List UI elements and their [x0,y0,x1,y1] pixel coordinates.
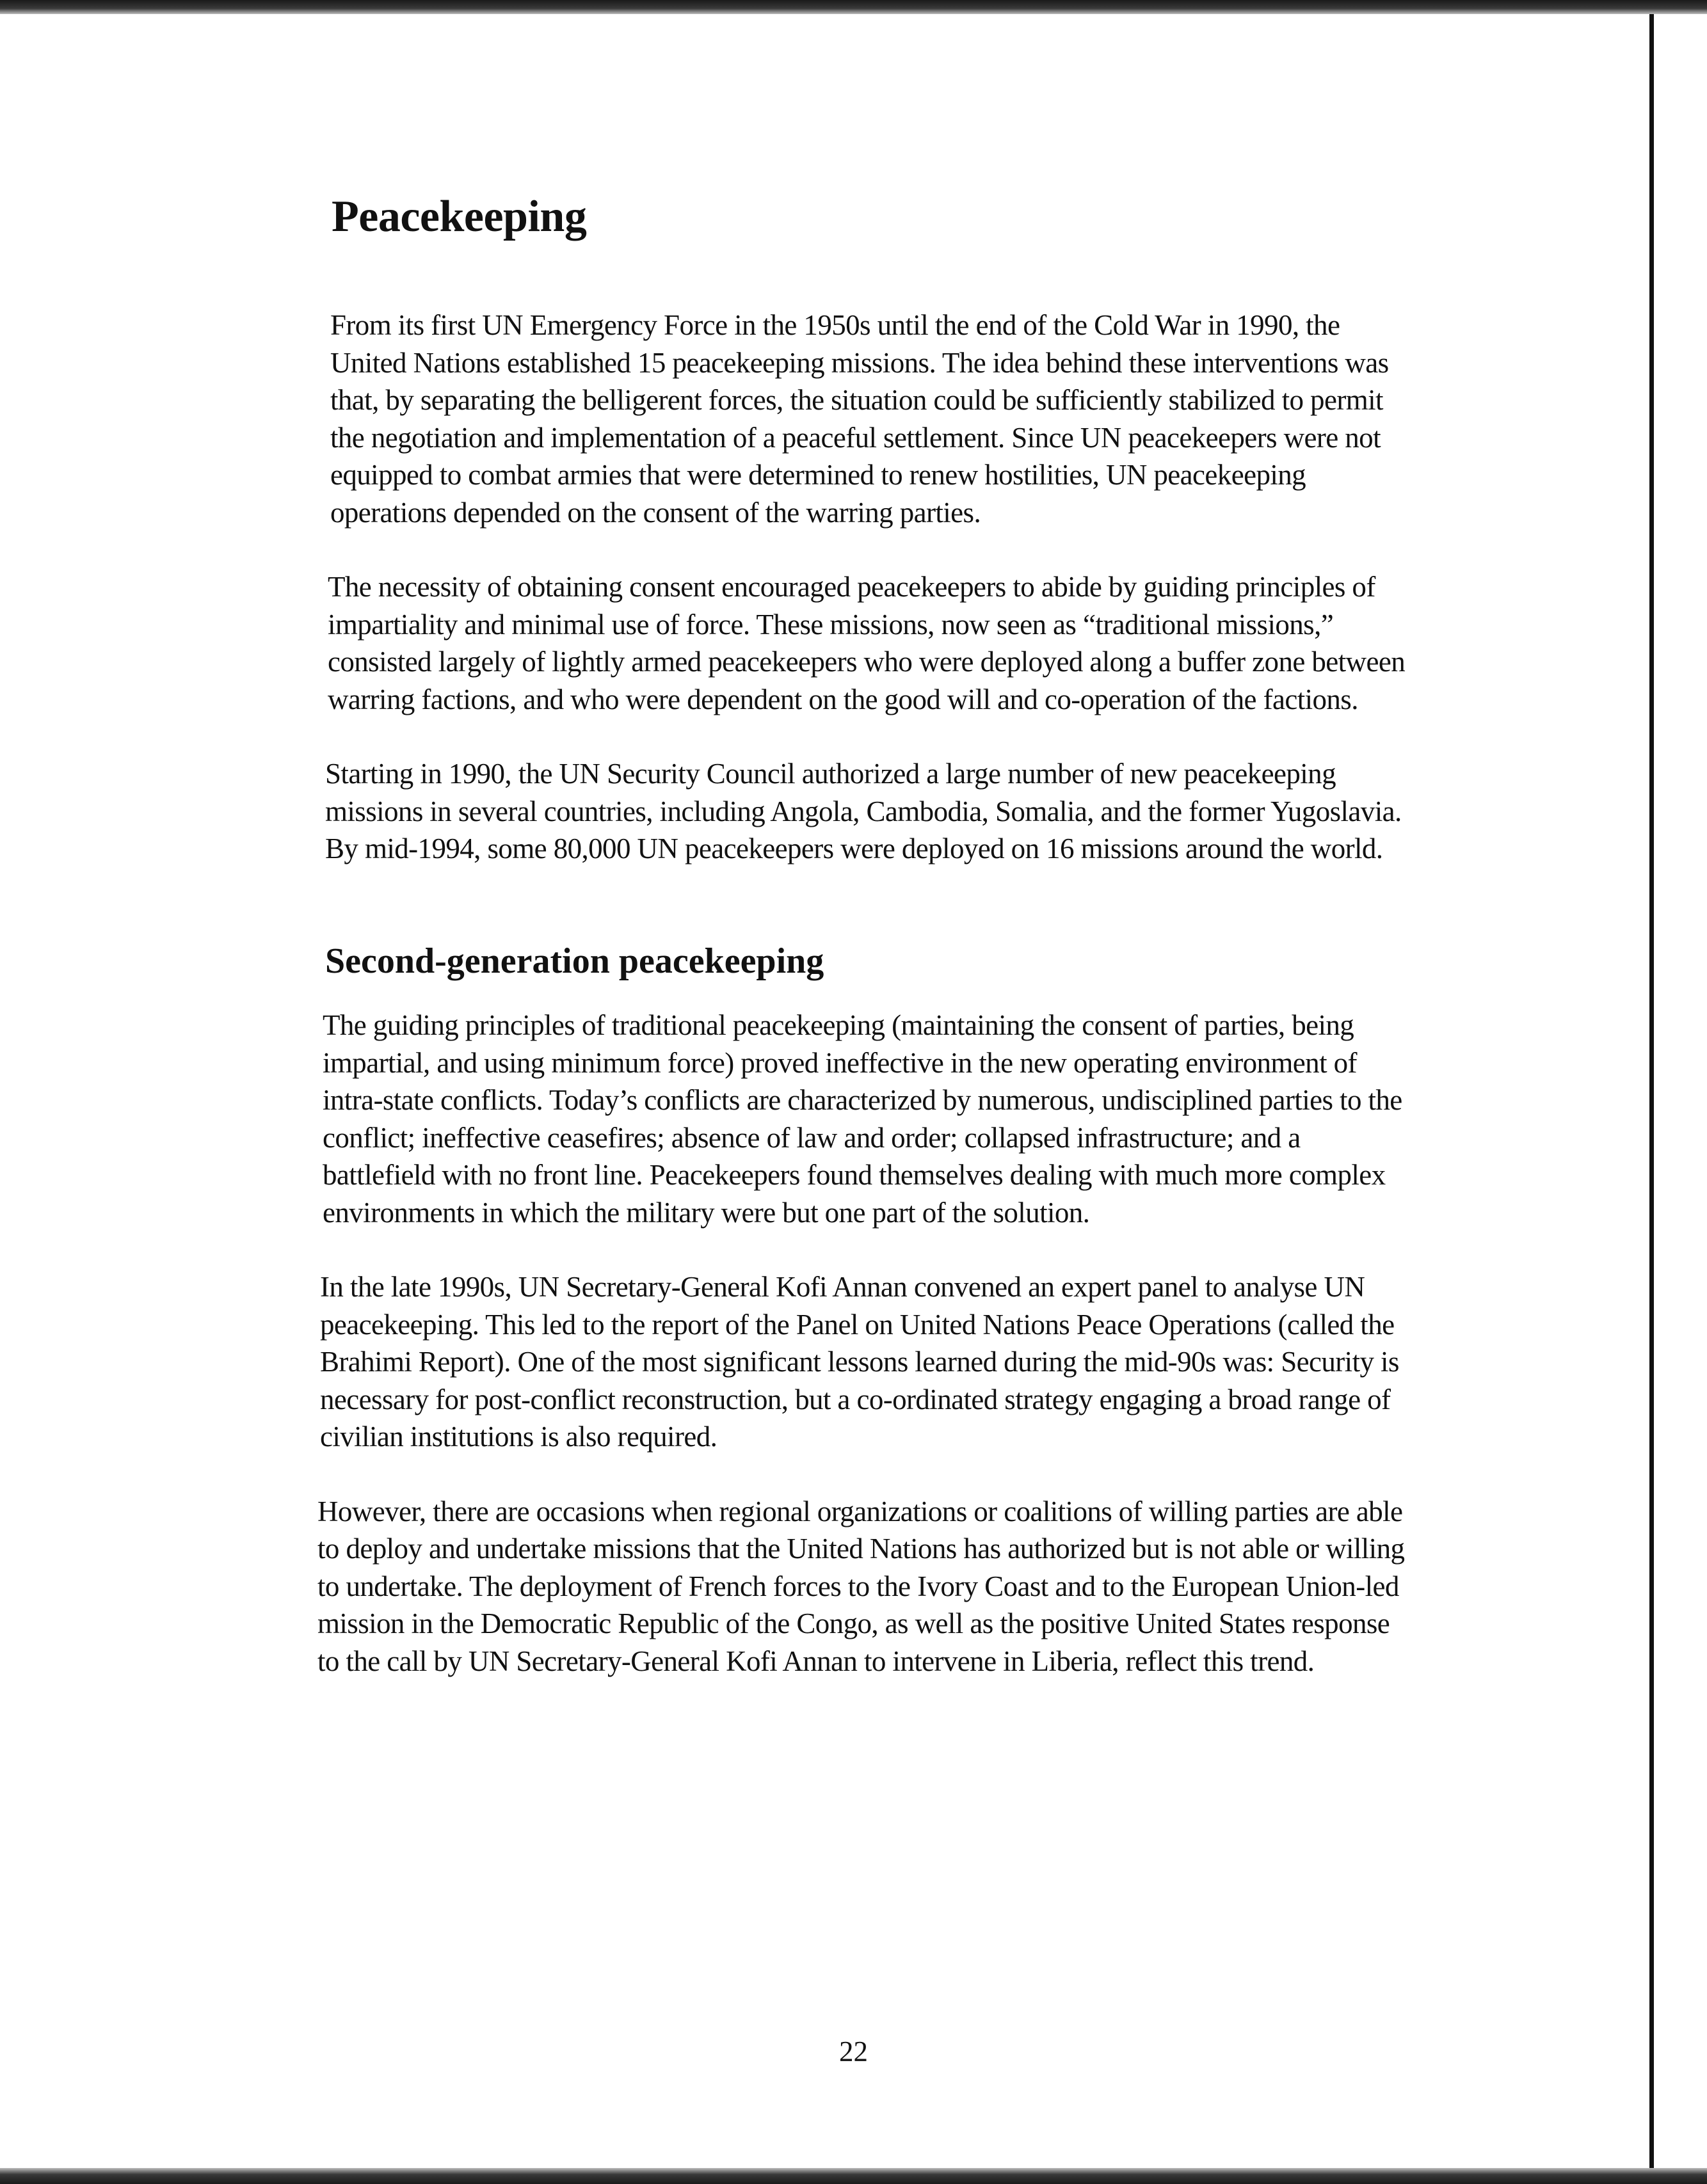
scan-margin-right [1654,14,1707,2168]
page-number: 22 [839,2036,868,2068]
scan-edge-top [0,0,1707,14]
scan-edge-right [1649,14,1654,2168]
page-content [317,192,1408,1680]
section-heading: Second-generation peacekeeping [325,941,824,981]
paragraph-3: Starting in 1990, the UN Security Council authorized a large number of new peacekeeping missions in several countries, including Angola, Cambodia, Somalia, and the former Yugoslavia. By mid-1994, some 80,000 UN peacekeepers were deployed on 16 missions around the world. [325,758,1402,865]
page-title: Peacekeeping [332,192,587,241]
paragraph-2: The necessity of obtaining consent encouraged peacekeepers to abide by guiding principles of impartiality and minimal use of force. These missions, now seen as “traditional missions,” consisted largely of lightly armed peacekeepers who were deployed along a buffer zone between warring factions, and who were dependent on the good will and co-operation of the factions. [328,571,1406,715]
paragraph-1: From its first UN Emergency Force in the 1950s until the end of the Cold War in 1990, the United Nations established 15 peacekeeping missions. The idea behind these interventions was that, by separating the belligerent forces, the situation could be sufficiently stabilized to permit the negotiation and implementation of a peaceful settlement. Since UN peacekeepers were not equipped to combat armies that were determined to renew hostilities, UN peacekeeping operations depended on the consent of the warring parties. [330,309,1389,529]
paragraph-5: In the late 1990s, UN Secretary-General Kofi Annan convened an expert panel to analyse UN peacekeeping. This led to the report of the Panel on United Nations Peace Operations (called the Brahimi Report). One of the most significant lessons learned during the mid-90s was: Security is necessary for post-conflict reconstruction, but a co-ordinated strategy engaging a broad range of civilian institutions is also required. [320,1271,1399,1453]
scan-edge-bottom [0,2168,1707,2184]
paragraph-4: The guiding principles of traditional peacekeeping (maintaining the consent of parties, being impartial, and using minimum force) proved ineffective in the new operating environment of intra-state conflicts. Today’s conflicts are characterized by numerous, undisciplined parties to the conflict; ineffective ceasefires; absence of law and order; collapsed infrastructure; and a battlefield with no front line. Peacekeepers found themselves dealing with much more complex environments in which the military were but one part of the solution. [323,1009,1402,1229]
paragraph-6: However, there are occasions when regional organizations or coalitions of willing parties are able to deploy and undertake missions that the United Nations has authorized but is not able or willing to undertake. The deployment of French forces to the Ivory Coast and to the European Union-led mission in the Democratic Republic of the Congo, as well as the positive United States response to the call by UN Secretary-General Kofi Annan to intervene in Liberia, reflect this trend. [317,1495,1405,1677]
